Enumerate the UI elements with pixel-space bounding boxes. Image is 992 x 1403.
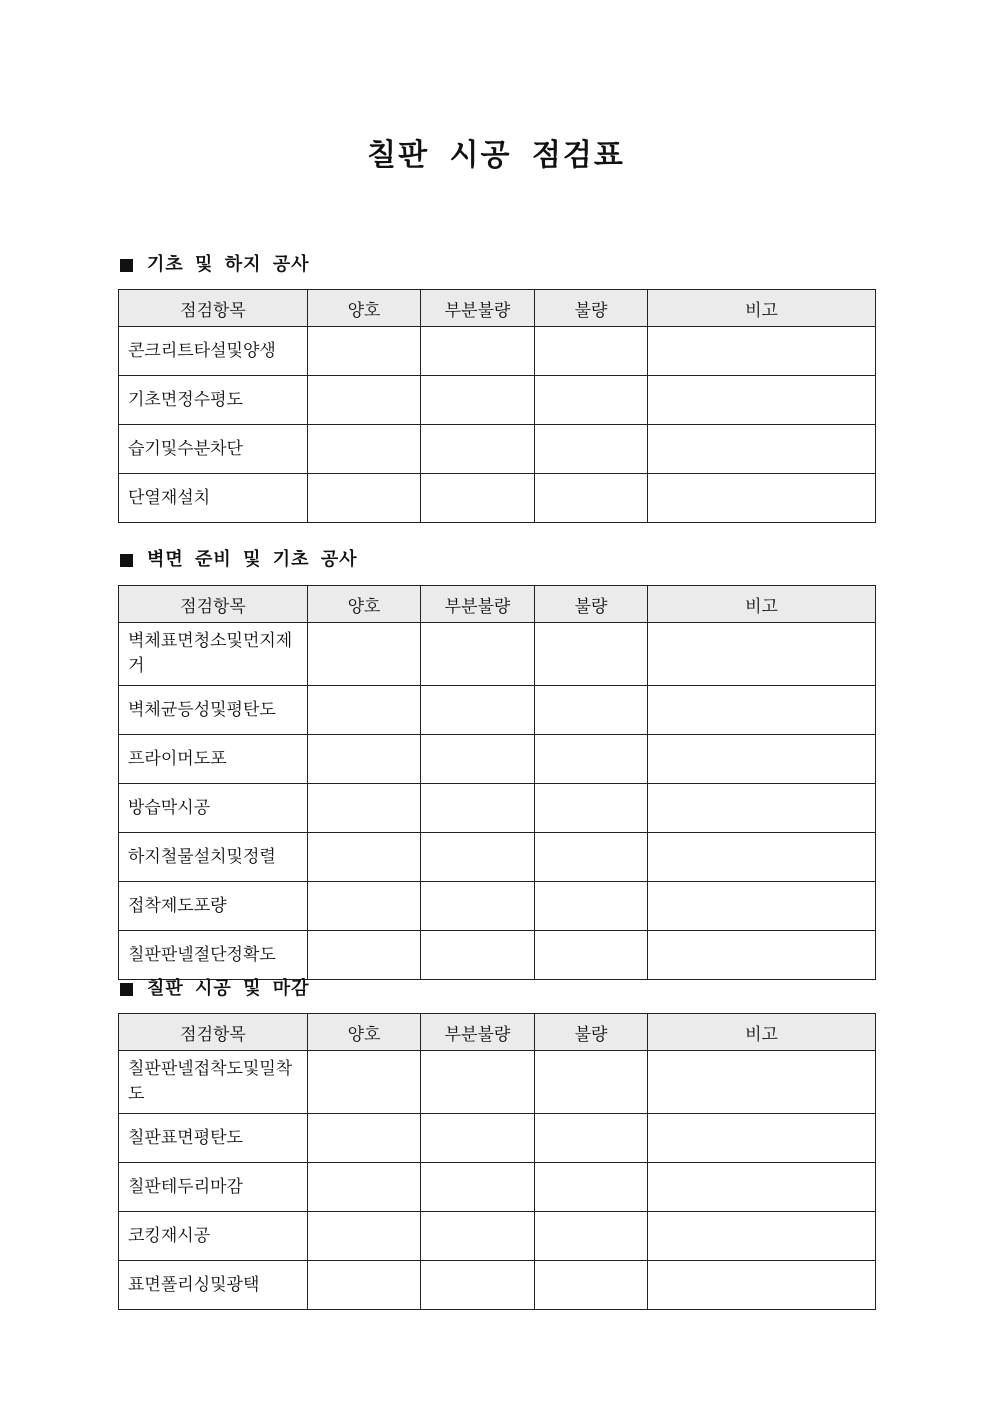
table-row — [119, 784, 876, 833]
defect-cell[interactable] — [535, 1212, 648, 1261]
good-cell[interactable] — [308, 1051, 421, 1114]
defect-cell[interactable] — [535, 931, 648, 980]
partial-defect-cell[interactable] — [421, 1051, 535, 1114]
partial-defect-cell[interactable] — [421, 425, 535, 474]
defect-cell[interactable] — [535, 1051, 648, 1114]
check-item-label: 방습막시공 — [119, 784, 308, 833]
good-cell[interactable] — [308, 882, 421, 931]
good-cell[interactable] — [308, 735, 421, 784]
partial-defect-cell[interactable] — [421, 1261, 535, 1310]
defect-cell[interactable] — [535, 735, 648, 784]
defect-cell[interactable] — [535, 327, 648, 376]
column-header-remarks: 비고 — [648, 586, 876, 623]
column-header-item: 점검항목 — [119, 290, 308, 327]
column-header-defect: 불량 — [535, 290, 648, 327]
defect-cell[interactable] — [535, 833, 648, 882]
defect-cell[interactable] — [535, 376, 648, 425]
defect-cell[interactable] — [535, 882, 648, 931]
column-header-defect: 불량 — [535, 586, 648, 623]
defect-cell[interactable] — [535, 425, 648, 474]
check-item-label: 칠판판넬접착도및밀착도 — [119, 1051, 308, 1114]
column-header-good: 양호 — [308, 1014, 421, 1051]
section-heading-foundation — [118, 252, 310, 278]
remarks-cell[interactable] — [648, 735, 876, 784]
square-bullet-icon — [120, 983, 133, 996]
table-header-row — [119, 586, 876, 623]
column-header-item: 점검항목 — [119, 1014, 308, 1051]
partial-defect-cell[interactable] — [421, 623, 535, 686]
good-cell[interactable] — [308, 784, 421, 833]
checklist-table-installation-finish — [118, 1013, 876, 1310]
good-cell[interactable] — [308, 1261, 421, 1310]
good-cell[interactable] — [308, 327, 421, 376]
good-cell[interactable] — [308, 623, 421, 686]
remarks-cell[interactable] — [648, 931, 876, 980]
table-row — [119, 425, 876, 474]
section-heading-label: 칠판 시공 및 마감 — [147, 978, 310, 999]
table-row — [119, 376, 876, 425]
good-cell[interactable] — [308, 474, 421, 523]
partial-defect-cell[interactable] — [421, 735, 535, 784]
good-cell[interactable] — [308, 931, 421, 980]
partial-defect-cell[interactable] — [421, 931, 535, 980]
remarks-cell[interactable] — [648, 686, 876, 735]
table-row — [119, 833, 876, 882]
check-item-label: 콘크리트타설및양생 — [119, 327, 308, 376]
partial-defect-cell[interactable] — [421, 1163, 535, 1212]
remarks-cell[interactable] — [648, 1114, 876, 1163]
section-heading-label: 벽면 준비 및 기초 공사 — [147, 549, 358, 570]
remarks-cell[interactable] — [648, 474, 876, 523]
partial-defect-cell[interactable] — [421, 882, 535, 931]
table-header-row — [119, 1014, 876, 1051]
check-item-label: 칠판표면평탄도 — [119, 1114, 308, 1163]
remarks-cell[interactable] — [648, 1261, 876, 1310]
check-item-label: 기초면정수평도 — [119, 376, 308, 425]
defect-cell[interactable] — [535, 1261, 648, 1310]
good-cell[interactable] — [308, 833, 421, 882]
table-row — [119, 1212, 876, 1261]
defect-cell[interactable] — [535, 686, 648, 735]
table-row — [119, 327, 876, 376]
checklist-table-wall-prep — [118, 585, 876, 980]
partial-defect-cell[interactable] — [421, 833, 535, 882]
partial-defect-cell[interactable] — [421, 327, 535, 376]
defect-cell[interactable] — [535, 784, 648, 833]
column-header-item: 점검항목 — [119, 586, 308, 623]
column-header-good: 양호 — [308, 290, 421, 327]
check-item-label: 코킹재시공 — [119, 1212, 308, 1261]
good-cell[interactable] — [308, 1114, 421, 1163]
check-item-label: 칠판테두리마감 — [119, 1163, 308, 1212]
partial-defect-cell[interactable] — [421, 376, 535, 425]
table-row — [119, 623, 876, 686]
partial-defect-cell[interactable] — [421, 1114, 535, 1163]
column-header-defect: 불량 — [535, 1014, 648, 1051]
page-title: 칠판 시공 점검표 — [367, 138, 625, 173]
remarks-cell[interactable] — [648, 784, 876, 833]
partial-defect-cell[interactable] — [421, 1212, 535, 1261]
remarks-cell[interactable] — [648, 1163, 876, 1212]
square-bullet-icon — [120, 554, 133, 567]
table-header-row — [119, 290, 876, 327]
remarks-cell[interactable] — [648, 425, 876, 474]
partial-defect-cell[interactable] — [421, 686, 535, 735]
table-row — [119, 931, 876, 980]
check-item-label: 습기및수분차단 — [119, 425, 308, 474]
column-header-good: 양호 — [308, 586, 421, 623]
good-cell[interactable] — [308, 1212, 421, 1261]
remarks-cell[interactable] — [648, 882, 876, 931]
column-header-partial-defect: 부분불량 — [421, 1014, 535, 1051]
check-item-label: 칠판판넬절단정확도 — [119, 931, 308, 980]
remarks-cell[interactable] — [648, 327, 876, 376]
good-cell[interactable] — [308, 376, 421, 425]
table-row — [119, 882, 876, 931]
table-row — [119, 1051, 876, 1114]
partial-defect-cell[interactable] — [421, 474, 535, 523]
table-row — [119, 1261, 876, 1310]
check-item-label: 벽체균등성및평탄도 — [119, 686, 308, 735]
partial-defect-cell[interactable] — [421, 784, 535, 833]
check-item-label: 접착제도포량 — [119, 882, 308, 931]
check-item-label: 벽체표면청소및먼지제거 — [119, 623, 308, 686]
defect-cell[interactable] — [535, 474, 648, 523]
table-row — [119, 686, 876, 735]
table-row — [119, 735, 876, 784]
column-header-partial-defect: 부분불량 — [421, 290, 535, 327]
good-cell[interactable] — [308, 686, 421, 735]
remarks-cell[interactable] — [648, 623, 876, 686]
column-header-remarks: 비고 — [648, 290, 876, 327]
remarks-cell[interactable] — [648, 376, 876, 425]
table-row — [119, 1114, 876, 1163]
table-row — [119, 474, 876, 523]
column-header-partial-defect: 부분불량 — [421, 586, 535, 623]
defect-cell[interactable] — [535, 623, 648, 686]
check-item-label: 하지철물설치및정렬 — [119, 833, 308, 882]
column-header-remarks: 비고 — [648, 1014, 876, 1051]
good-cell[interactable] — [308, 425, 421, 474]
check-item-label: 표면폴리싱및광택 — [119, 1261, 308, 1310]
table-row — [119, 1163, 876, 1212]
section-heading-label: 기초 및 하지 공사 — [147, 254, 310, 275]
section-heading-wall-prep — [118, 547, 358, 573]
remarks-cell[interactable] — [648, 1051, 876, 1114]
section-heading-installation-finish — [118, 976, 310, 1002]
remarks-cell[interactable] — [648, 833, 876, 882]
defect-cell[interactable] — [535, 1163, 648, 1212]
good-cell[interactable] — [308, 1163, 421, 1212]
remarks-cell[interactable] — [648, 1212, 876, 1261]
square-bullet-icon — [120, 259, 133, 272]
check-item-label: 단열재설치 — [119, 474, 308, 523]
checklist-table-foundation — [118, 289, 876, 523]
check-item-label: 프라이머도포 — [119, 735, 308, 784]
defect-cell[interactable] — [535, 1114, 648, 1163]
